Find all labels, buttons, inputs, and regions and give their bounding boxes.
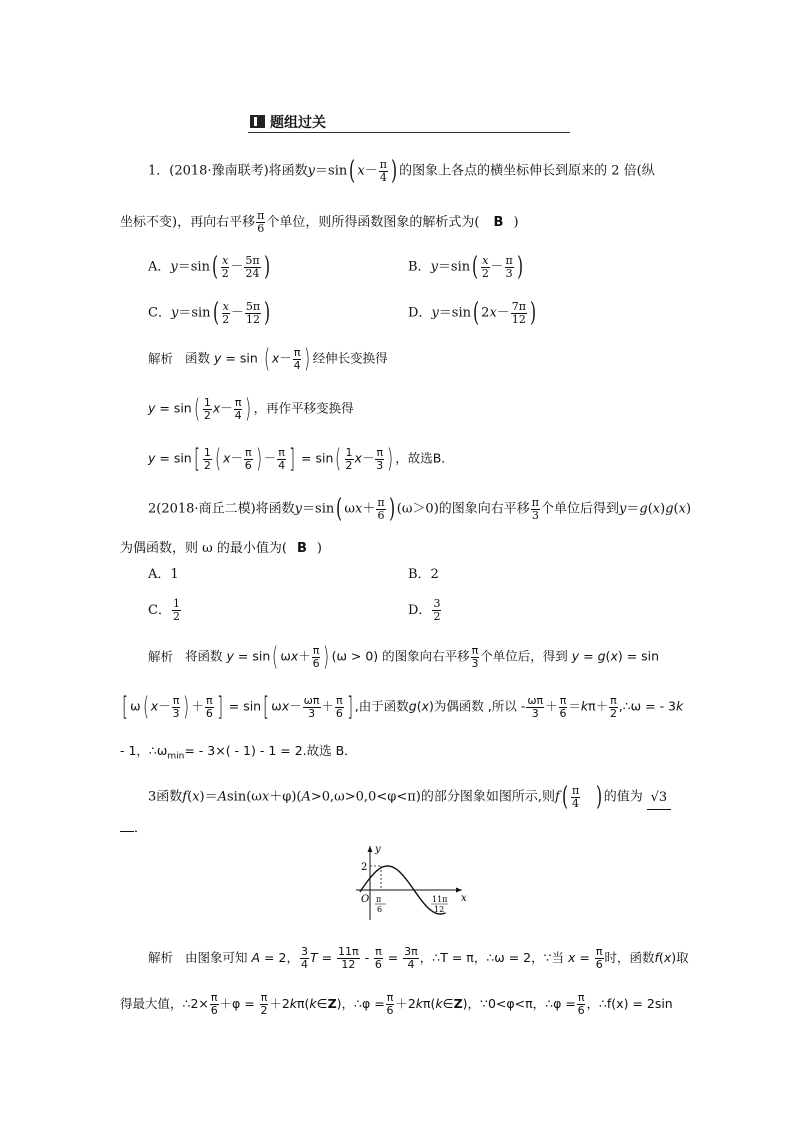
q1-solution-line1: 解析 函数 y = sin ( x－ $\frac{\pi}{4}$ ) 经伸长变换得 xyxy=(148,344,388,374)
q1-stem-line2: 坐标不变)，再向右平移 $\frac{\pi}{6}$ 个单位，则所得函数图象的解析式为( B ) xyxy=(120,209,519,235)
q2-answer: B xyxy=(296,541,307,556)
q1-solution-line3: y = sin[ $\frac{1}{2}$ ( x－ $\frac{\pi}{6}$ ) － $\frac{\pi}{4}$ ] = sin( $\frac{1}{2}$ x－ $\frac{\pi}{3}$ ) ，故选B． xyxy=(148,444,454,474)
section-header xyxy=(248,112,570,133)
q2-option-b[interactable]: B．2 xyxy=(408,567,439,582)
q1-answer: B xyxy=(493,215,504,230)
q1-option-d[interactable]: D．y＝sin( 2x－ $\frac{7\pi}{12}$ ) xyxy=(408,298,537,328)
q1-option-c[interactable]: C．y＝sin( $\frac{x}{2}$ － $\frac{5\pi}{12}$ ) xyxy=(148,298,271,328)
q3-solution-line1: 解析 由图象可知 A = 2， $\frac{3}{4}$ T = $\frac{11\pi}{12}$ - $\frac{\pi}{6}$ = $\frac{3\pi}{4}$ ，∴T = π，∴ω = 2，∵当 x = $\frac{\pi}{6}$ 时，函数f(x)取 xyxy=(148,945,689,971)
q1-solution-line2: y = sin( $\frac{1}{2}$ x－ $\frac{\pi}{4}$ ) ，再作平移变换得 xyxy=(148,394,354,424)
q2-solution-line1: 解析 将函数 y = sin( ωx＋ $\frac{\pi}{6}$ ) (ω > 0) 的图象向右平移 $\frac{\pi}{3}$ 个单位后，得到 y = g(x) = sin xyxy=(148,642,660,672)
tick-11pi-12-num: 11π xyxy=(432,895,448,904)
q1-option-a[interactable]: A．y＝sin( $\frac{x}{2}$ － $\frac{5\pi}{24}$ ) xyxy=(148,252,270,282)
q3-stem-line1: 3函数f(x)＝Asin(ωx＋φ)(A>0,ω>0,0<φ<π)的部分图象如图所示,则f( $\frac{\pi}{4}$ ) 的值为 √3 xyxy=(148,784,671,810)
section-icon xyxy=(250,115,265,128)
tick-pi-6-num: π xyxy=(376,895,382,904)
y-axis-label: y xyxy=(375,844,381,855)
origin-label: O xyxy=(361,894,370,905)
sine-graph xyxy=(350,842,470,922)
q3-stem-line2: ． xyxy=(120,818,147,840)
q2-solution-line3: - 1，$\therefore\omega_{min}= - 3\times( - 1) - 1 = 2$.故选 B． xyxy=(120,743,357,762)
q1-stem-line1: 1．(2018·豫南联考)将函数y＝sin( x－ $\frac{\pi}{4}$ ) 的图象上各点的横坐标伸长到原来的 2 倍(纵 xyxy=(148,156,655,186)
tick-pi-6-den: 6 xyxy=(377,905,383,914)
q2-solution-line2: [ ω( x－ $\frac{\pi}{3}$ ) ＋ $\frac{\pi}{6}$ ] = sin[ ωx－ $\frac{\omega\pi}{3}$ ＋ $\frac{\pi}{6}$ ] ,由于函数g(x)为偶函数 ,所以 - $\frac{\omega\pi}{3}$ ＋ $\frac{\pi}{6}$ ＝kπ＋ $\frac{\pi}{2}$ ,∴ω = - 3k xyxy=(122,692,684,722)
section-title: 题组过关 xyxy=(270,115,326,131)
q2-stem-line2: 为偶函数，则 ω 的最小值为( B ) xyxy=(120,541,322,556)
x-axis-label: x xyxy=(461,893,467,904)
tick-11pi-12-den: 12 xyxy=(434,905,445,914)
q2-option-d[interactable]: D． $\frac{3}{2}$ xyxy=(408,597,441,623)
q2-option-c[interactable]: C． $\frac{1}{2}$ xyxy=(148,597,180,623)
y-axis-arrow-icon xyxy=(368,846,373,852)
x-axis-arrow-icon xyxy=(456,888,462,893)
q3-solution-line2: 得最大值，∴2× $\frac{\pi}{6}$ ＋φ = $\frac{\pi}{2}$ ＋2kπ(k∈Z)，∴φ = $\frac{\pi}{6}$ ＋2kπ(k∈Z)，∵0<φ<π，∴φ = $\frac{\pi}{6}$ ，∴f(x) = 2sin xyxy=(120,991,673,1017)
q1-option-b[interactable]: B．y＝sin( $\frac{x}{2}$ － $\frac{\pi}{3}$ ) xyxy=(408,252,523,282)
q2-option-a[interactable]: A．1 xyxy=(148,567,179,582)
max-label: 2 xyxy=(361,862,368,873)
q3-answer: √3 xyxy=(647,787,671,810)
q2-stem-line1: 2(2018·商丘二模)将函数y＝sin( ωx＋ $\frac{\pi}{6}$ ) (ω＞0)的图象向右平移 $\frac{\pi}{3}$ 个单位后得到y＝g(x)g(x) xyxy=(148,494,692,524)
